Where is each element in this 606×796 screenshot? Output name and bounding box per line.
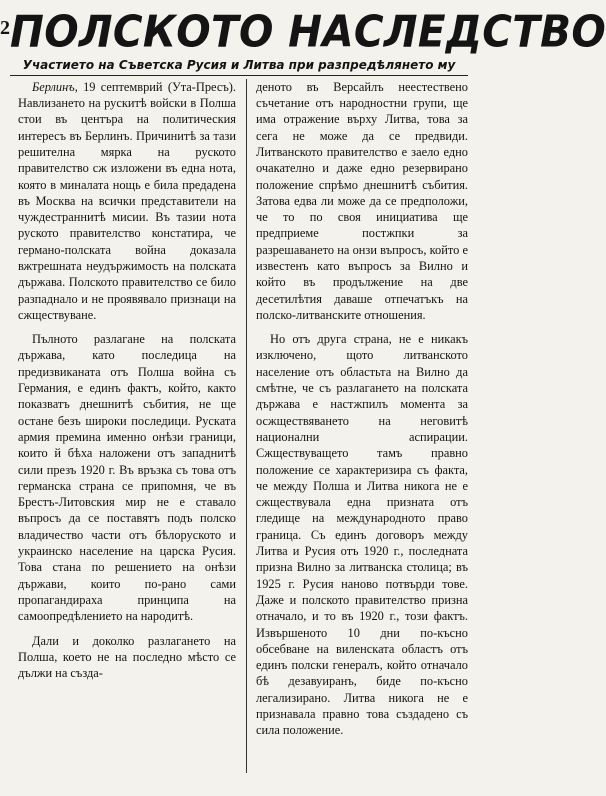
dateline: Берлинъ,: [32, 79, 78, 94]
article-paragraph-2: Пълното разлагане на полската държава, като последица на предизвиканата отъ Полша война съ Германия, е единъ фактъ, който, както показватъ днешнитѣ събития, не ще остане безъ широки последици. Руската армия премина именно онѣзи граници, които й бѣха наложени отъ западнитѣ сили презъ 1920 г. Въ връзка съ това отъ германска страна се припомня, че въ Брестъ-Литовския мир не е ставало въпросъ да се поставятъ подъ полско владичество части отъ бѣлоруското и украинско население на царска Русия. Това стана по решението на онѣзи държави, които по-рано сами пропагандираха принципа на самоопредѣлението на народитѣ.: [18, 332, 236, 624]
article-paragraph-3: Дали и доколко разлагането на Полша, което не на последно мѣсто се дължи на създа-: [18, 633, 236, 681]
article-column-left: [18, 79, 236, 682]
column-divider: [246, 79, 247, 773]
article-column-right: [256, 79, 468, 739]
article-paragraph-4: Но отъ друга страна, не е никакъ изключено, щото литванското население отъ областьта на Вилно да смѣтне, че съ разлагането на полската държава е настжпилъ момента за осжществяването на неговитѣ национални аспирации. Сжществуващето тамъ правно положение се характеризира съ факта, че между Полша и Литва никога не е сжществувала една призната отъ гледище на международното право граница. Съ единъ договоръ между Литва и Русия отъ 1920 г., последната призна Вилно за литванска столица; въ 1925 г. Русия наново потвърди тове. Даже и полското правителство призна отначало, и то въ 1920 г., този фактъ. Извършеното 10 дни по-късно обсебване на виленската областъ отъ единъ полски генералъ, който отначало бѣ дезавуиранъ, биде по-късно легализирано. Литва никога не е признавала правно това създадено съ сила положение.: [256, 332, 468, 738]
article-paragraph-continued: деното въ Версайлъ неестествено съчетание отъ народностни групи, ще има отражение върху Литва, това за сега не може да се предвиди. Литванското правителство е заело едно очакателно и даже едно резервирано положение спрѣмо днешнитѣ събития. Затова едва ли може да се предположи, че то по своя инициатива ще предприеме постжпки за разрешаването на онзи въпросъ, който е известенъ като въпросъ за Вилно и който въ продължение на две десетилѣтия даваше отпечатъкъ на полско-литванските отношения.: [256, 79, 468, 322]
headline: ПОЛСКОТО НАСЛЕДСТВО: [10, 5, 606, 58]
article-paragraph-1: [18, 79, 236, 323]
subheadline: Участието на Съветска Русия и Литва при разпредѣлянето му: [22, 57, 456, 72]
headline-rule: [10, 75, 468, 76]
article-paragraph-1-text: 19 септемврий (Ута-Пресъ). Навлизането на рускитѣ войски в Полша стои въ центъра на политическия интересъ въ Берлинъ. Причинитѣ за тази решителна мярка на руското правителство сж изложени въ една нота, която в миналата нощь е била предадена въ Москва на всички представители на чуждестраннитѣ мисии. Въ тазии нота руското правителство констатира, че германо-полската война доказала вжтрешната неудържимость на полската държава. Полското правителство се било разпаднало и не проявявало признаци на сжществуване.: [18, 79, 236, 322]
page-edge-mark: 2: [0, 17, 10, 39]
article-columns: [10, 79, 468, 773]
